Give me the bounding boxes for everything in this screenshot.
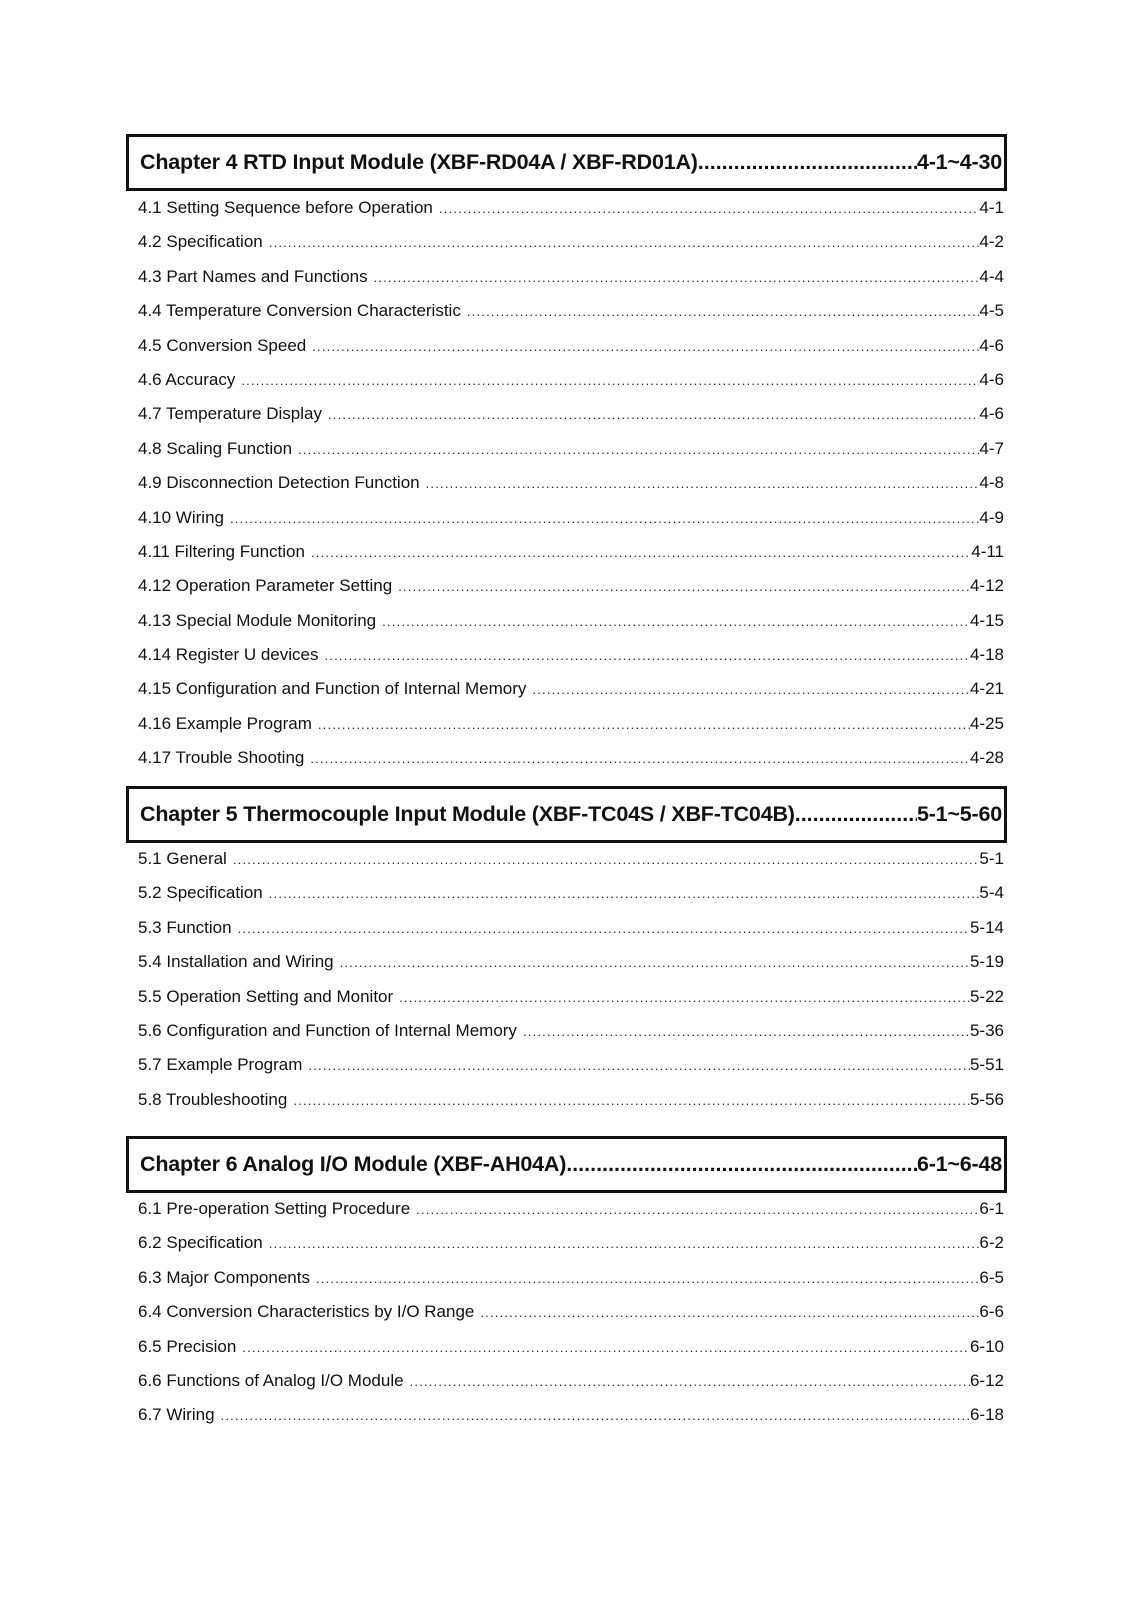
toc-entry[interactable] <box>126 748 1007 782</box>
toc-entry[interactable] <box>126 1371 1007 1405</box>
dot-leader <box>467 304 980 319</box>
toc-entry[interactable] <box>126 952 1007 986</box>
toc-entry[interactable] <box>126 987 1007 1021</box>
chapter-heading[interactable] <box>126 134 1007 191</box>
toc-entry-label: 6.1 Pre-operation Setting Procedure <box>138 1199 411 1218</box>
dot-leader <box>308 1058 970 1073</box>
chapter-entry-list <box>126 198 1007 783</box>
dot-leader <box>480 1305 979 1320</box>
toc-entry-page: 6-2 <box>979 1233 1004 1253</box>
dot-leader <box>398 579 970 594</box>
toc-entry[interactable] <box>126 232 1007 266</box>
dot-leader <box>318 717 970 732</box>
toc-entry[interactable] <box>126 1268 1007 1302</box>
dot-leader <box>238 921 970 936</box>
toc-entry[interactable] <box>126 267 1007 301</box>
dot-leader <box>426 476 980 491</box>
toc-entry-page: 4-25 <box>969 713 1004 733</box>
dot-leader <box>316 1271 979 1286</box>
dot-leader <box>698 150 917 175</box>
toc-entry-page: 4-6 <box>979 404 1004 424</box>
toc-entry-page: 6-10 <box>969 1336 1004 1356</box>
toc-entry-page: 5-56 <box>969 1089 1004 1109</box>
toc-entry[interactable] <box>126 679 1007 713</box>
dot-leader <box>324 648 969 663</box>
dot-leader <box>269 235 980 250</box>
dot-leader <box>328 407 979 422</box>
toc-entry-page: 4-28 <box>969 748 1004 768</box>
toc-entry[interactable] <box>126 1090 1007 1124</box>
toc-entry-page: 5-1 <box>979 849 1004 868</box>
toc-entry[interactable] <box>126 849 1007 883</box>
toc-entry-page: 4-11 <box>971 541 1004 561</box>
toc-entry-page: 4-21 <box>969 679 1004 699</box>
toc-entry-page: 6-5 <box>979 1267 1004 1287</box>
toc-entry-label: 4.14 Register U devices <box>138 645 319 665</box>
dot-leader <box>311 545 971 560</box>
dot-leader <box>566 1152 917 1177</box>
toc-entry-page: 6-12 <box>969 1370 1004 1390</box>
toc-entry-page: 5-4 <box>979 883 1004 903</box>
toc-entry-page: 4-2 <box>979 232 1004 252</box>
toc-entry-page: 6-18 <box>969 1405 1004 1425</box>
chapter-title: Chapter 6 Analog I/O Module (XBF-AH04A) <box>140 1152 567 1176</box>
toc-entry[interactable] <box>126 336 1007 370</box>
toc-entry-page: 5-51 <box>969 1055 1004 1075</box>
toc-entry[interactable] <box>126 611 1007 645</box>
toc-entry-label: 5.6 Configuration and Function of Internal Memory <box>138 1020 517 1040</box>
toc-entry-label: 6.3 Major Components <box>138 1267 310 1287</box>
toc-entry-label: 5.3 Function <box>138 917 232 937</box>
toc-entry[interactable] <box>126 404 1007 438</box>
toc-entry-label: 4.6 Accuracy <box>138 369 236 389</box>
toc-entry[interactable] <box>126 645 1007 679</box>
toc-chapter-4 <box>126 134 1007 783</box>
dot-leader <box>532 682 970 697</box>
toc-entry[interactable] <box>126 576 1007 610</box>
toc-entry-label: 5.5 Operation Setting and Monitor <box>138 986 394 1006</box>
toc-entry-label: 4.12 Operation Parameter Setting <box>138 576 393 596</box>
toc-entry[interactable] <box>126 473 1007 507</box>
chapter-page-range: 5-1~5-60 <box>916 802 1002 826</box>
toc-entry-label: 4.7 Temperature Display <box>138 404 322 424</box>
toc-entry-label: 5.8 Troubleshooting <box>138 1089 288 1109</box>
toc-entry[interactable] <box>126 883 1007 917</box>
toc-entry-label: 4.4 Temperature Conversion Characteristic <box>138 301 461 321</box>
dot-leader <box>233 852 980 867</box>
toc-entry-page: 4-7 <box>979 438 1004 458</box>
toc-entry-label: 6.5 Precision <box>138 1336 237 1356</box>
dot-leader <box>269 886 980 901</box>
toc-entry-page: 6-1 <box>979 1199 1004 1218</box>
toc-entry[interactable] <box>126 198 1007 232</box>
dot-leader <box>410 1374 970 1389</box>
dot-leader <box>399 990 970 1005</box>
toc-entry-label: 4.1 Setting Sequence before Operation <box>138 198 433 217</box>
dot-leader <box>298 442 979 457</box>
toc-entry-label: 4.10 Wiring <box>138 507 224 527</box>
chapter-entry-list <box>126 849 1007 1124</box>
toc-entry-page: 4-4 <box>979 266 1004 286</box>
toc-entry-label: 4.2 Specification <box>138 232 263 252</box>
chapter-heading[interactable] <box>126 786 1007 843</box>
toc-entry-page: 5-14 <box>969 917 1004 937</box>
toc-entry-page: 6-6 <box>979 1302 1004 1322</box>
toc-entry-page: 4-6 <box>979 369 1004 389</box>
toc-entry[interactable] <box>126 1337 1007 1371</box>
toc-entry[interactable] <box>126 918 1007 952</box>
dot-leader <box>242 1340 970 1355</box>
dot-leader <box>523 1024 970 1039</box>
toc-entry-label: 4.16 Example Program <box>138 713 312 733</box>
toc-entry-page: 4-5 <box>979 301 1004 321</box>
toc-entry-label: 4.9 Disconnection Detection Function <box>138 473 420 493</box>
toc-chapter-6 <box>126 1136 1007 1440</box>
toc-entry[interactable] <box>126 1055 1007 1089</box>
dot-leader <box>293 1093 970 1108</box>
toc-entry-label: 5.1 General <box>138 849 227 868</box>
toc-chapter-5 <box>126 786 1007 1124</box>
toc-entry-label: 6.4 Conversion Characteristics by I/O Range <box>138 1302 475 1322</box>
toc-entry-label: 5.4 Installation and Wiring <box>138 952 334 972</box>
toc-entry-page: 4-9 <box>979 507 1004 527</box>
dot-leader <box>241 373 979 388</box>
toc-entry[interactable] <box>126 1233 1007 1267</box>
toc-entry[interactable] <box>126 508 1007 542</box>
chapter-page-range: 6-1~6-48 <box>916 1152 1002 1176</box>
dot-leader <box>221 1408 970 1423</box>
dot-leader <box>374 270 980 285</box>
toc-entry-label: 4.3 Part Names and Functions <box>138 266 368 286</box>
dot-leader <box>312 339 979 354</box>
toc-entry[interactable] <box>126 542 1007 576</box>
toc-entry-page: 5-19 <box>969 952 1004 972</box>
toc-entry-label: 5.2 Specification <box>138 883 263 903</box>
chapter-title: Chapter 5 Thermocouple Input Module (XBF-TC04S / XBF-TC04B) <box>140 802 795 826</box>
dot-leader <box>382 614 970 629</box>
toc-entry-page: 4-8 <box>979 473 1004 493</box>
toc-entry-label: 4.5 Conversion Speed <box>138 335 307 355</box>
toc-entry-page: 4-15 <box>969 610 1004 630</box>
toc-entry-page: 4-18 <box>969 645 1004 665</box>
dot-leader <box>310 751 970 766</box>
dot-leader <box>439 201 980 216</box>
chapter-page-range: 4-1~4-30 <box>916 150 1002 174</box>
toc-entry[interactable] <box>126 439 1007 473</box>
toc-entry-label: 6.6 Functions of Analog I/O Module <box>138 1370 404 1390</box>
toc-entry-label: 4.13 Special Module Monitoring <box>138 610 377 630</box>
toc-entry-label: 4.8 Scaling Function <box>138 438 293 458</box>
chapter-title: Chapter 4 RTD Input Module (XBF-RD04A / XBF-RD01A) <box>140 150 698 174</box>
toc-entry[interactable] <box>126 301 1007 335</box>
toc-entry-label: 5.7 Example Program <box>138 1055 303 1075</box>
toc-entry[interactable] <box>126 1405 1007 1439</box>
toc-entry-label: 4.17 Trouble Shooting <box>138 748 305 768</box>
toc-entry[interactable] <box>126 370 1007 404</box>
dot-leader <box>416 1202 979 1217</box>
toc-entry[interactable] <box>126 1199 1007 1233</box>
toc-entry-page: 4-6 <box>979 335 1004 355</box>
dot-leader <box>340 955 970 970</box>
toc-entry-page: 4-1 <box>979 198 1004 217</box>
toc-entry[interactable] <box>126 714 1007 748</box>
dot-leader <box>795 802 917 827</box>
dot-leader <box>230 511 979 526</box>
chapter-entry-list <box>126 1199 1007 1440</box>
dot-leader <box>269 1236 980 1251</box>
toc-entry-label: 6.7 Wiring <box>138 1405 215 1425</box>
toc-entry-page: 5-22 <box>969 986 1004 1006</box>
toc-entry[interactable] <box>126 1021 1007 1055</box>
toc-entry-label: 4.15 Configuration and Function of Internal Memory <box>138 679 527 699</box>
chapter-heading[interactable] <box>126 1136 1007 1193</box>
toc-entry-page: 4-12 <box>969 576 1004 596</box>
toc-entry[interactable] <box>126 1302 1007 1336</box>
toc-entry-label: 6.2 Specification <box>138 1233 263 1253</box>
toc-entry-label: 4.11 Filtering Function <box>138 541 305 561</box>
toc-entry-page: 5-36 <box>969 1020 1004 1040</box>
